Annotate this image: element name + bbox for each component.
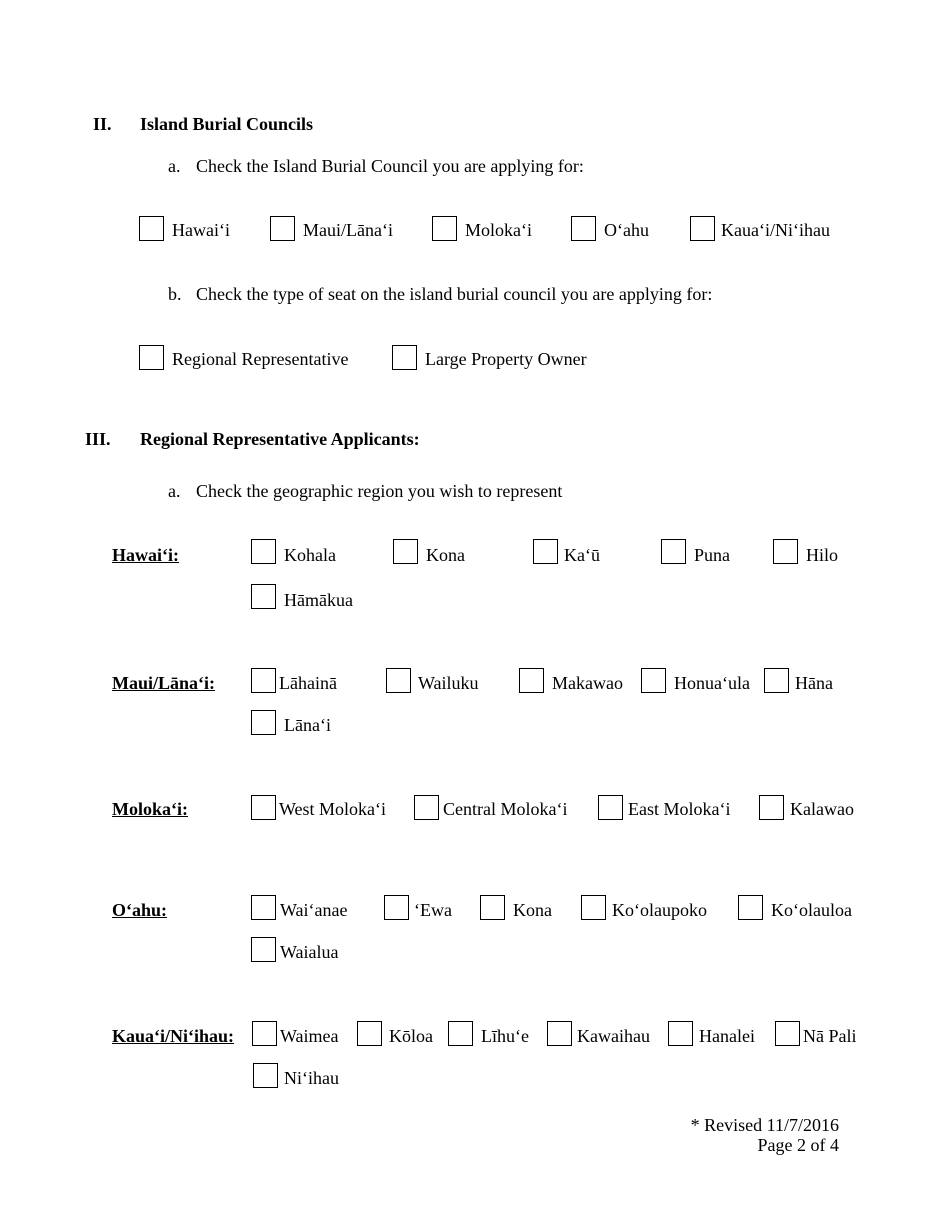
region-option-label: Central Moloka‘i — [443, 799, 568, 819]
region-option-label: Kona — [513, 900, 552, 920]
checkbox-region-lahaina[interactable] — [251, 668, 276, 693]
region-option-label: West Moloka‘i — [279, 799, 387, 819]
checkbox-region-kawaihau[interactable] — [547, 1021, 572, 1046]
checkbox-region-makawao[interactable] — [519, 668, 544, 693]
checkbox-region-lanai[interactable] — [251, 710, 276, 735]
checkbox-region-honuaula[interactable] — [641, 668, 666, 693]
region-option-label: Kawaihau — [577, 1026, 650, 1046]
region-label-molokai: Moloka‘i: — [112, 799, 188, 819]
region-option-label: ‘Ewa — [414, 900, 452, 920]
section-3-numeral: III. — [85, 429, 111, 449]
region-option-label: Hāmākua — [284, 590, 353, 610]
checkbox-region-koolauloa[interactable] — [738, 895, 763, 920]
checkbox-seat-regional-representative[interactable] — [139, 345, 164, 370]
checkbox-region-central-molokai[interactable] — [414, 795, 439, 820]
region-option-label: Wailuku — [418, 673, 479, 693]
checkbox-region-kona-hawaii[interactable] — [393, 539, 418, 564]
checkbox-island-hawaii[interactable] — [139, 216, 164, 241]
island-option-label: O‘ahu — [604, 220, 649, 240]
checkbox-region-east-molokai[interactable] — [598, 795, 623, 820]
region-option-label: Ko‘olauloa — [771, 900, 852, 920]
section-2-numeral: II. — [93, 114, 112, 134]
region-option-label: Kohala — [284, 545, 336, 565]
region-option-label: Hilo — [806, 545, 839, 565]
checkbox-island-maui-lanai[interactable] — [270, 216, 295, 241]
checkbox-region-kau[interactable] — [533, 539, 558, 564]
checkbox-region-hamakua[interactable] — [251, 584, 276, 609]
checkbox-island-molokai[interactable] — [432, 216, 457, 241]
section-2-title: Island Burial Councils — [140, 114, 314, 134]
checkbox-region-wailuku[interactable] — [386, 668, 411, 693]
question-2b-letter: b. — [168, 284, 182, 304]
checkbox-region-na-pali[interactable] — [775, 1021, 800, 1046]
region-option-label: Kona — [426, 545, 465, 565]
revision-note: * Revised 11/7/2016 — [690, 1115, 839, 1135]
region-option-label: Ni‘ihau — [284, 1068, 339, 1088]
island-option-label: Hawai‘i — [172, 220, 230, 240]
question-3a-letter: a. — [168, 481, 181, 501]
region-option-label: East Moloka‘i — [628, 799, 731, 819]
section-3-title: Regional Representative Applicants: — [140, 429, 420, 449]
checkbox-seat-large-property-owner[interactable] — [392, 345, 417, 370]
region-option-label: Honua‘ula — [674, 673, 750, 693]
question-2b-text: Check the type of seat on the island burial council you are applying for: — [196, 284, 713, 304]
region-option-label: Puna — [694, 545, 730, 565]
region-option-label: Nā Pali — [803, 1026, 857, 1046]
question-3a-text: Check the geographic region you wish to represent — [196, 481, 563, 501]
checkbox-region-lihue[interactable] — [448, 1021, 473, 1046]
question-2a-text: Check the Island Burial Council you are applying for: — [196, 156, 584, 176]
region-option-label: Waialua — [280, 942, 339, 962]
region-option-label: Hanalei — [699, 1026, 755, 1046]
seat-option-label: Large Property Owner — [425, 349, 587, 369]
region-option-label: Lāna‘i — [284, 715, 331, 735]
checkbox-region-koolaupoko[interactable] — [581, 895, 606, 920]
checkbox-island-kauai-niihau[interactable] — [690, 216, 715, 241]
island-option-label: Kaua‘i/Ni‘ihau — [721, 220, 830, 240]
region-option-label: Wai‘anae — [280, 900, 348, 920]
checkbox-region-ewa[interactable] — [384, 895, 409, 920]
region-option-label: Līhu‘e — [481, 1026, 529, 1046]
region-label-hawaii: Hawai‘i: — [112, 545, 179, 565]
island-option-label: Maui/Lāna‘i — [303, 220, 393, 240]
region-option-label: Ka‘ū — [564, 545, 600, 565]
region-option-label: Makawao — [552, 673, 623, 693]
seat-option-label: Regional Representative — [172, 349, 349, 369]
checkbox-island-oahu[interactable] — [571, 216, 596, 241]
checkbox-region-waianae[interactable] — [251, 895, 276, 920]
page-number: Page 2 of 4 — [757, 1135, 839, 1155]
region-option-label: Lāhainā — [279, 673, 337, 693]
checkbox-region-west-molokai[interactable] — [251, 795, 276, 820]
question-2a-letter: a. — [168, 156, 181, 176]
region-label-maui-lanai: Maui/Lāna‘i: — [112, 673, 216, 693]
checkbox-region-waialua[interactable] — [251, 937, 276, 962]
region-label-kauai-niihau: Kaua‘i/Ni‘ihau: — [112, 1026, 235, 1046]
checkbox-region-kohala[interactable] — [251, 539, 276, 564]
checkbox-region-puna[interactable] — [661, 539, 686, 564]
region-label-oahu: O‘ahu: — [112, 900, 168, 920]
checkbox-region-kona-oahu[interactable] — [480, 895, 505, 920]
checkbox-region-hana[interactable] — [764, 668, 789, 693]
region-option-label: Kalawao — [790, 799, 854, 819]
checkbox-region-hanalei[interactable] — [668, 1021, 693, 1046]
region-option-label: Ko‘olaupoko — [612, 900, 707, 920]
checkbox-region-kalawao[interactable] — [759, 795, 784, 820]
island-option-label: Moloka‘i — [465, 220, 532, 240]
checkbox-region-waimea[interactable] — [252, 1021, 277, 1046]
checkbox-region-niihau[interactable] — [253, 1063, 278, 1088]
checkbox-region-hilo[interactable] — [773, 539, 798, 564]
region-option-label: Waimea — [280, 1026, 339, 1046]
region-option-label: Kōloa — [389, 1026, 433, 1046]
region-option-label: Hāna — [795, 673, 833, 693]
checkbox-region-koloa[interactable] — [357, 1021, 382, 1046]
